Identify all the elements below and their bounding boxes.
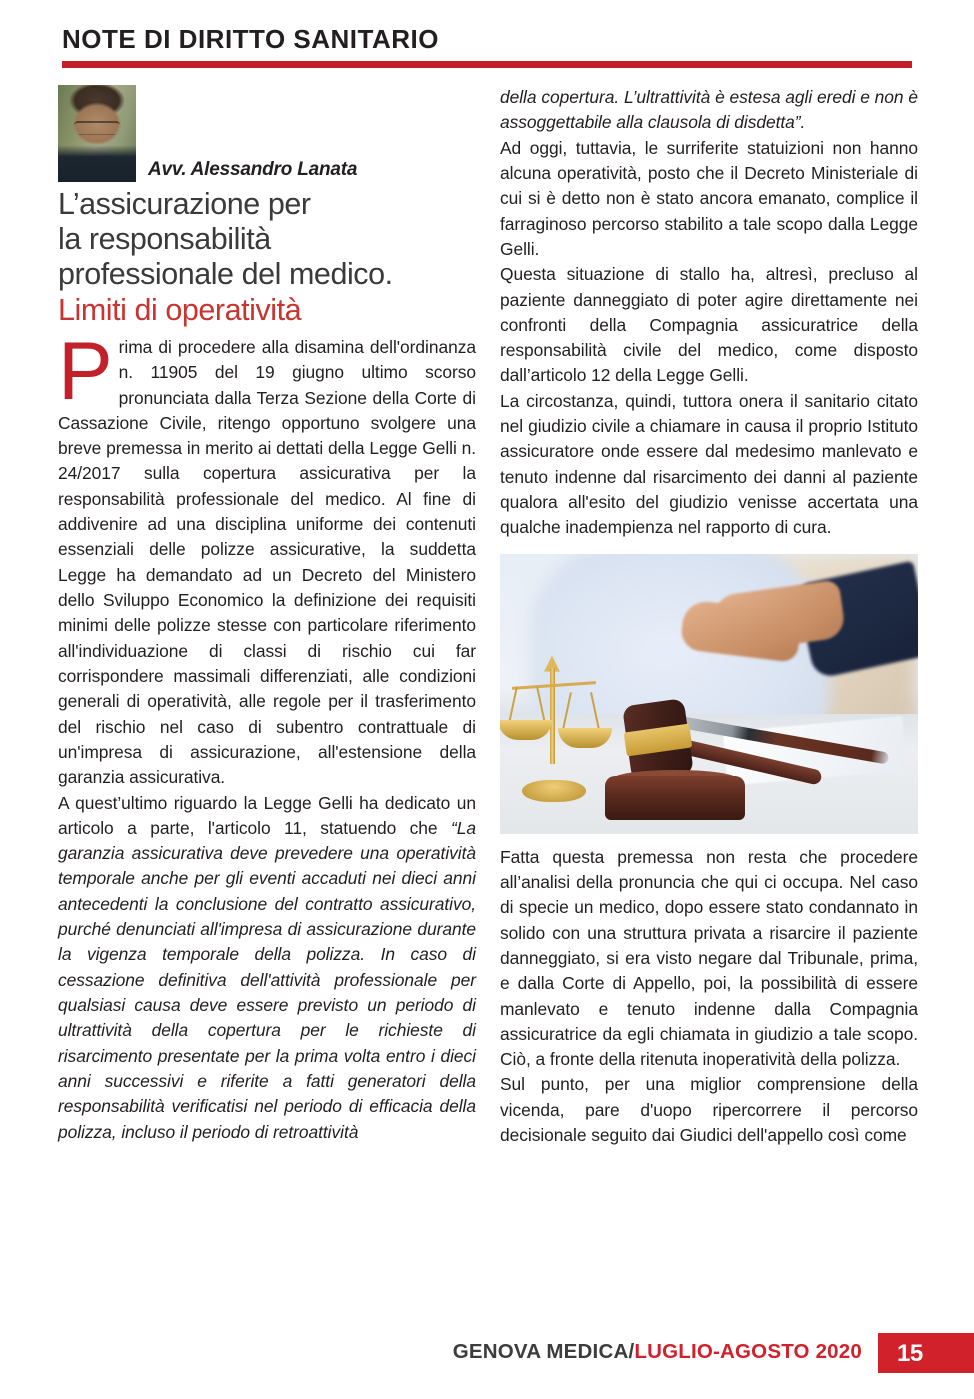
paragraph-7: Sul punto, per una miglior comprensione della vicenda, pare d'uopo ripercorrere il percorso decisionale seguito dai Giudici dell'appello così come [500,1074,918,1146]
photo-scales-of-justice [506,642,602,802]
footer-issue-line [453,1340,862,1364]
paragraph-2-lead: A quest’ultimo riguardo la Legge Gelli ha dedicato un articolo a parte, l'articolo 11, statuendo che [58,792,476,838]
scales-string-left-b [536,686,545,723]
scales-string-left-a [508,686,517,723]
scales-string-right-a [562,692,571,729]
scales-post [550,668,555,764]
column-left [58,85,476,1145]
photo-gavel [605,702,835,820]
paragraph-1 [58,325,476,791]
headline-line-2: la responsabilità [58,222,271,257]
scales-pan-left [500,720,552,740]
right-column-body-lower [500,845,918,1149]
page-footer [0,1333,974,1373]
page-number-badge [878,1333,974,1373]
left-column-body [58,325,476,1145]
footer-issue-date: LUGLIO-AGOSTO 2020 [634,1340,862,1363]
author-portrait-image [58,85,136,182]
headline-line-1: L’assicurazione per [58,187,311,221]
header-rule [62,61,912,68]
paragraph-4: Questa situazione di stallo ha, altresì, precluso al paziente danneggiato di poter agire direttamente nei confronti della Compagnia assicuratrice della responsabilità civile del medico, come disposto dall’articolo 12 della Legge Gelli. [500,264,918,386]
footer-magazine-name: GENOVA MEDICA/ [452,1340,635,1363]
article-photo-gavel-handshake [500,554,918,834]
headline-line-4-subtitle: Limiti di operatività [58,292,302,327]
section-kicker: NOTE DI DIRITTO SANITARIO [62,24,439,54]
page-number: 15 [897,1340,923,1367]
scales-string-right-b [590,692,599,729]
page-title [58,187,476,328]
right-column-body [500,85,918,541]
scales-base [522,780,586,802]
paragraph-3: Ad oggi, tuttavia, le surriferite statuizioni non hanno alcuna operatività, posto che il Decreto Ministeriale di cui si è detto non è stato ancora emanato, complice il farraginoso percorso stabilito a tale scopo dalla Legge Gelli. [500,137,918,259]
paragraph-1-text: rima di procedere alla disamina dell'ordinanza n. 11905 del 19 giugno ultimo scorso pronunciata dalla Terza Sezione della Corte di Cassazione Civile, ritengo opportuno svolgere una breve premessa in merito ai dettati della Legge Gelli n. 24/2017 sulla copertura assicurativa per la responsabilità professionale del medico. Al fine di addivenire ad una disciplina uniforme dei contenuti essenziali delle polizze assicurative, la suddetta Legge ha demandato ad un Decreto del Ministero dello Sviluppo Economico la definizione dei requisiti minimi delle polizze stesse con particolare riferimento all'individuazione di classi di rischio cui far corrispondere massimali differenziati, alle condizioni generali di operatività, alle regole per il trasferimento del rischio nel caso di subentro contrattuale di un'impresa di assicurazione, all'estensione della garanzia assicurativa. [58,336,476,788]
paragraph-6: Fatta questa premessa non resta che procedere all’analisi della pronuncia che qui ci occupa. Nel caso di specie un medico, dopo essere stato condannato in solido con una struttura privata a risarcire il paziente danneggiato, si era visto negare dal Tribunale, prima, e dalla Corte di Appello, poi, la possibilità di essere manlevato e tenuto indenne dalla Compagnia assicuratrice da egli chiamata in giudizio a tale scopo. Ciò, a fronte della ritenuta inoperatività della polizza. [500,846,918,1070]
paragraph-5: La circostanza, quindi, tuttora onera il sanitario citato nel giudizio civile a chiamare in causa il proprio Istituto assicuratore onde essere dal medesimo manlevato e tenuto indenne dal risarcimento dei danni al paziente qualora all'esito del giudizio venisse accertata una qualche inadempienza nel rapporto di cura. [500,390,918,538]
quote-continuation [500,85,918,136]
author-name: Avv. Alessandro Lanata [148,159,358,180]
paragraph-2-quote: “La garanzia assicurativa deve prevedere una operatività temporale anche per gli eventi accaduti nei dieci anni antecedenti la conclusione del contratto assicurativo, purché denunciati all'impresa di assicurazione durante la vigenza temporale della polizza. In caso di cessazione definitiva dell'attività professionale per qualsiasi causa deve essere previsto un periodo di ultrattività della copertura per le richieste di risarcimento presentate per la prima volta entro i dieci anni successivi e riferite a fatti generatori della responsabilità verificatisi nel periodo di efficacia della polizza, incluso il periodo di retroattività [58,817,476,1142]
gavel-sounding-block [605,776,745,820]
column-right [500,85,918,1148]
drop-cap: P [58,325,113,417]
author-block [58,85,476,185]
paragraph-2 [58,791,476,1145]
article-header [62,26,912,68]
headline-line-3: professionale del medico. [58,257,393,292]
quote-continuation-text: della copertura. L’ultrattività è estesa agli eredi e non è assoggettabile alla clausola di disdetta”. [500,87,918,133]
